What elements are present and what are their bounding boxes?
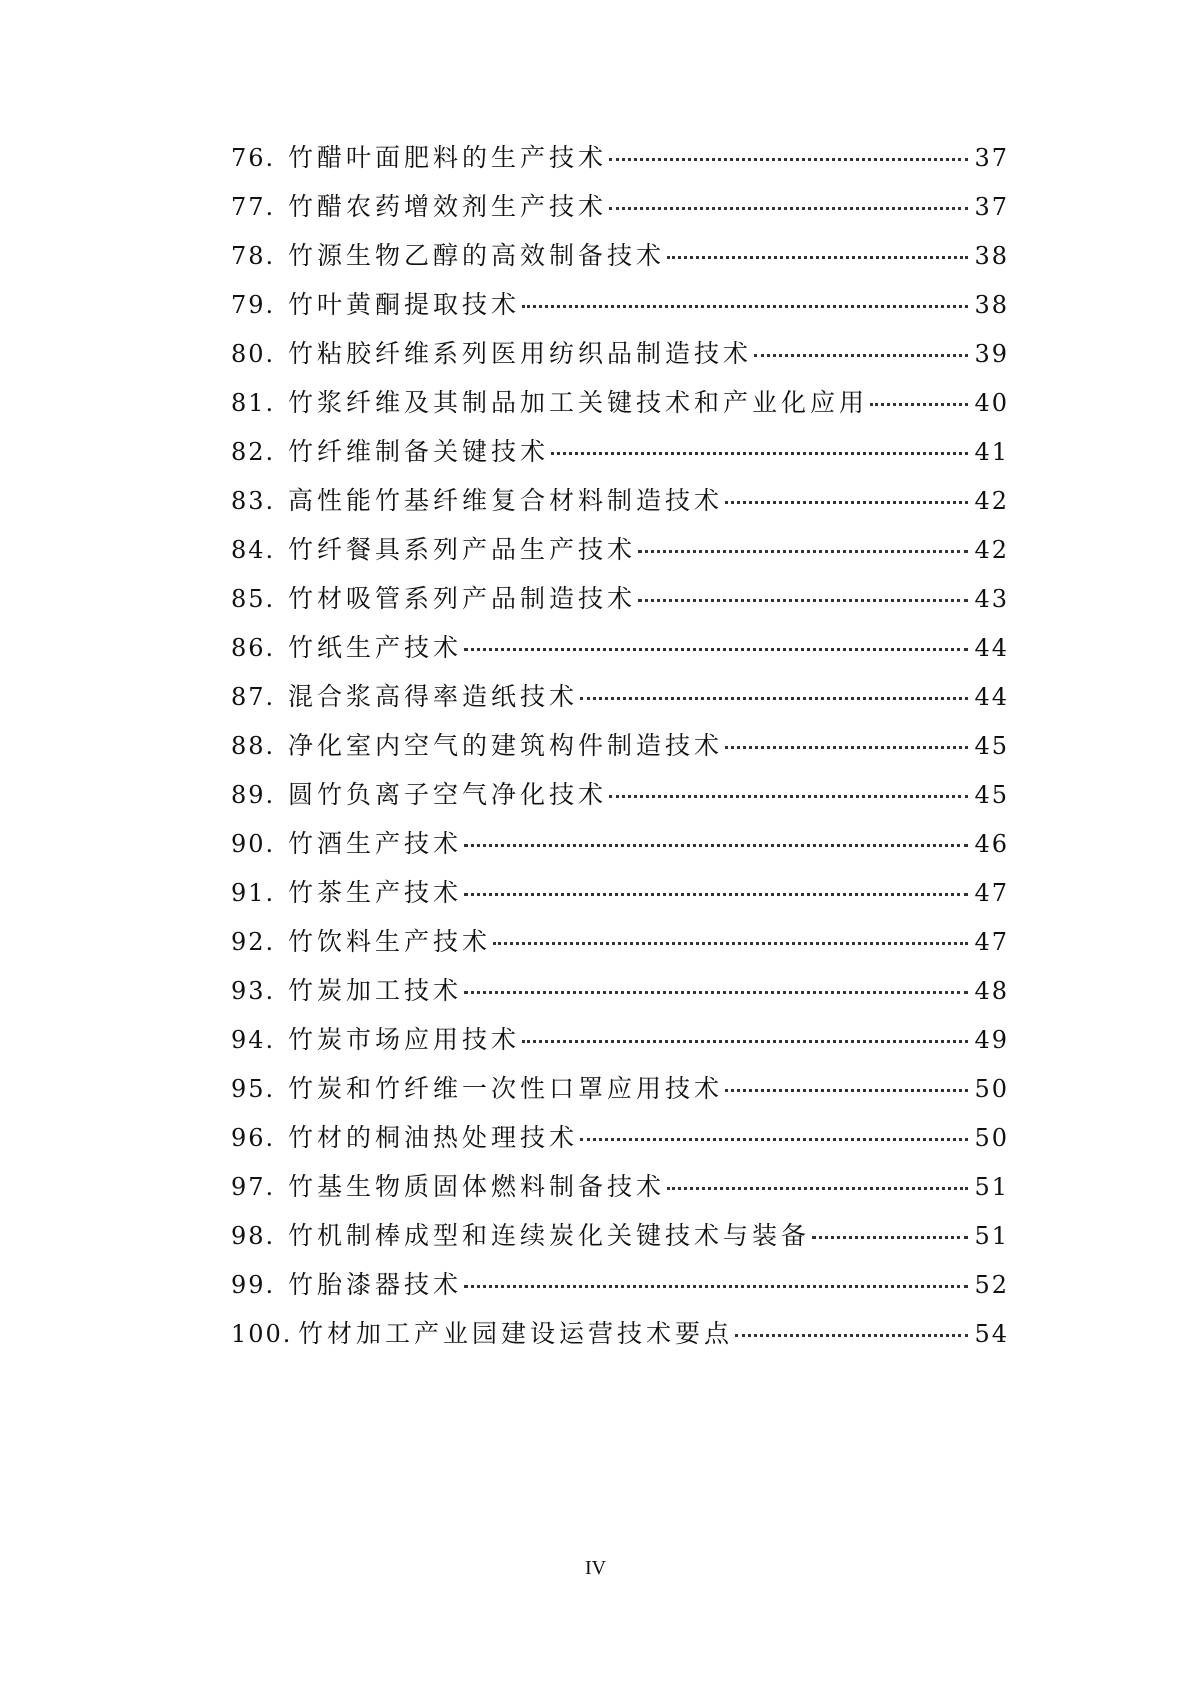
toc-entry[interactable] xyxy=(0,1257,1191,1306)
toc-entry[interactable] xyxy=(0,277,1191,326)
dot-leader xyxy=(580,697,968,700)
toc-entry-page: 38 xyxy=(974,242,1009,270)
dot-leader xyxy=(551,452,968,455)
toc-entry-page: 45 xyxy=(974,781,1009,809)
dot-leader xyxy=(493,942,968,945)
toc-entry-title: 竹炭加工技术 xyxy=(288,976,463,1005)
dot-leader xyxy=(667,256,968,259)
toc-entry-page: 51 xyxy=(974,1173,1009,1201)
toc-entry-page: 54 xyxy=(974,1320,1009,1348)
toc-entry-number: 93. xyxy=(231,977,276,1005)
toc-entry-title: 竹饮料生产技术 xyxy=(288,927,492,956)
dot-leader xyxy=(725,1089,968,1092)
toc-entry-page: 45 xyxy=(974,732,1009,760)
page-number: IV xyxy=(584,1557,607,1579)
dot-leader xyxy=(464,991,968,994)
toc-entry[interactable] xyxy=(0,1208,1191,1257)
table-of-contents xyxy=(0,130,1191,1355)
toc-entry-page: 37 xyxy=(974,144,1009,172)
toc-entry[interactable] xyxy=(0,816,1191,865)
toc-entry[interactable] xyxy=(0,1012,1191,1061)
toc-entry-title: 竹材加工产业园建设运营技术要点 xyxy=(298,1319,734,1348)
toc-entry-number: 81. xyxy=(231,389,276,417)
toc-entry-number: 95. xyxy=(231,1075,276,1103)
toc-entry-page: 46 xyxy=(974,830,1009,858)
toc-entry-number: 78. xyxy=(231,242,276,270)
dot-leader xyxy=(580,1138,968,1141)
toc-entry-title: 竹炭市场应用技术 xyxy=(288,1025,521,1054)
dot-leader xyxy=(735,1334,968,1337)
toc-entry[interactable] xyxy=(0,375,1191,424)
toc-entry[interactable] xyxy=(0,963,1191,1012)
toc-entry-number: 96. xyxy=(231,1124,276,1152)
dot-leader xyxy=(609,158,968,161)
toc-entry-page: 43 xyxy=(974,585,1009,613)
dot-leader xyxy=(812,1236,968,1239)
toc-entry-page: 49 xyxy=(974,1026,1009,1054)
toc-entry-page: 44 xyxy=(974,634,1009,662)
dot-leader xyxy=(609,795,968,798)
toc-entry-page: 44 xyxy=(974,683,1009,711)
toc-entry[interactable] xyxy=(0,865,1191,914)
toc-entry[interactable] xyxy=(0,522,1191,571)
dot-leader xyxy=(464,844,968,847)
toc-entry-title: 竹源生物乙醇的高效制备技术 xyxy=(288,241,666,270)
toc-entry[interactable] xyxy=(0,767,1191,816)
toc-entry-page: 39 xyxy=(974,340,1009,368)
toc-entry-page: 47 xyxy=(974,879,1009,907)
dot-leader xyxy=(522,1040,968,1043)
toc-entry-page: 47 xyxy=(974,928,1009,956)
toc-entry-number: 89. xyxy=(231,781,276,809)
dot-leader xyxy=(725,746,968,749)
toc-entry[interactable] xyxy=(0,473,1191,522)
toc-entry-number: 76. xyxy=(231,144,276,172)
toc-entry-title: 竹浆纤维及其制品加工关键技术和产业化应用 xyxy=(288,388,869,417)
toc-entry-page: 52 xyxy=(974,1271,1009,1299)
toc-entry-number: 98. xyxy=(231,1222,276,1250)
toc-entry[interactable] xyxy=(0,1110,1191,1159)
toc-entry-title: 竹纤维制备关键技术 xyxy=(288,437,550,466)
toc-entry-number: 99. xyxy=(231,1271,276,1299)
toc-entry-number: 87. xyxy=(231,683,276,711)
toc-entry-title: 竹茶生产技术 xyxy=(288,878,463,907)
toc-entry[interactable] xyxy=(0,228,1191,277)
dot-leader xyxy=(609,207,968,210)
toc-entry-title: 竹材的桐油热处理技术 xyxy=(288,1123,579,1152)
toc-entry-title: 竹粘胶纤维系列医用纺织品制造技术 xyxy=(288,339,753,368)
dot-leader xyxy=(870,403,968,406)
toc-entry-title: 竹醋叶面肥料的生产技术 xyxy=(288,143,608,172)
dot-leader xyxy=(638,550,968,553)
toc-entry-page: 38 xyxy=(974,291,1009,319)
toc-entry[interactable] xyxy=(0,326,1191,375)
toc-entry-number: 79. xyxy=(231,291,276,319)
toc-entry-title: 竹机制棒成型和连续炭化关键技术与装备 xyxy=(288,1221,811,1250)
dot-leader xyxy=(464,648,968,651)
dot-leader xyxy=(464,1285,968,1288)
dot-leader xyxy=(638,599,968,602)
toc-entry-number: 92. xyxy=(231,928,276,956)
toc-entry-title: 竹材吸管系列产品制造技术 xyxy=(288,584,637,613)
toc-entry-title: 竹基生物质固体燃料制备技术 xyxy=(288,1172,666,1201)
toc-entry[interactable] xyxy=(0,571,1191,620)
toc-entry-number: 88. xyxy=(231,732,276,760)
toc-entry-number: 85. xyxy=(231,585,276,613)
dot-leader xyxy=(754,354,968,357)
toc-entry-page: 50 xyxy=(974,1075,1009,1103)
toc-entry-number: 86. xyxy=(231,634,276,662)
toc-entry-page: 42 xyxy=(974,487,1009,515)
toc-entry-page: 41 xyxy=(974,438,1009,466)
toc-entry-page: 42 xyxy=(974,536,1009,564)
toc-entry-number: 94. xyxy=(231,1026,276,1054)
toc-entry-page: 50 xyxy=(974,1124,1009,1152)
toc-entry-title: 竹炭和竹纤维一次性口罩应用技术 xyxy=(288,1074,724,1103)
toc-entry-number: 100. xyxy=(231,1320,293,1348)
toc-entry-number: 80. xyxy=(231,340,276,368)
toc-entry-page: 51 xyxy=(974,1222,1009,1250)
toc-entry-title: 竹醋农药增效剂生产技术 xyxy=(288,192,608,221)
toc-entry-number: 82. xyxy=(231,438,276,466)
toc-entry-number: 84. xyxy=(231,536,276,564)
toc-entry[interactable] xyxy=(0,1159,1191,1208)
toc-entry-number: 90. xyxy=(231,830,276,858)
toc-entry-title: 竹胎漆器技术 xyxy=(288,1270,463,1299)
dot-leader xyxy=(667,1187,968,1190)
dot-leader xyxy=(725,501,968,504)
toc-entry-title: 混合浆高得率造纸技术 xyxy=(288,682,579,711)
toc-entry[interactable] xyxy=(0,424,1191,473)
toc-entry[interactable] xyxy=(0,718,1191,767)
toc-entry-title: 竹纸生产技术 xyxy=(288,633,463,662)
toc-entry-title: 竹纤餐具系列产品生产技术 xyxy=(288,535,637,564)
dot-leader xyxy=(464,893,968,896)
toc-entry-number: 91. xyxy=(231,879,276,907)
toc-entry-page: 37 xyxy=(974,193,1009,221)
toc-entry-page: 48 xyxy=(974,977,1009,1005)
toc-entry-number: 77. xyxy=(231,193,276,221)
toc-entry-title: 高性能竹基纤维复合材料制造技术 xyxy=(288,486,724,515)
toc-entry-number: 83. xyxy=(231,487,276,515)
toc-entry-number: 97. xyxy=(231,1173,276,1201)
toc-entry[interactable] xyxy=(0,1061,1191,1110)
toc-entry[interactable] xyxy=(0,914,1191,963)
toc-entry[interactable] xyxy=(0,179,1191,228)
dot-leader xyxy=(522,305,968,308)
toc-entry[interactable] xyxy=(0,130,1191,179)
toc-entry[interactable] xyxy=(0,1306,1191,1355)
toc-entry[interactable] xyxy=(0,669,1191,718)
toc-entry-title: 净化室内空气的建筑构件制造技术 xyxy=(288,731,724,760)
toc-entry[interactable] xyxy=(0,620,1191,669)
toc-entry-title: 竹酒生产技术 xyxy=(288,829,463,858)
toc-entry-page: 40 xyxy=(974,389,1009,417)
toc-entry-title: 竹叶黄酮提取技术 xyxy=(288,290,521,319)
toc-entry-title: 圆竹负离子空气净化技术 xyxy=(288,780,608,809)
